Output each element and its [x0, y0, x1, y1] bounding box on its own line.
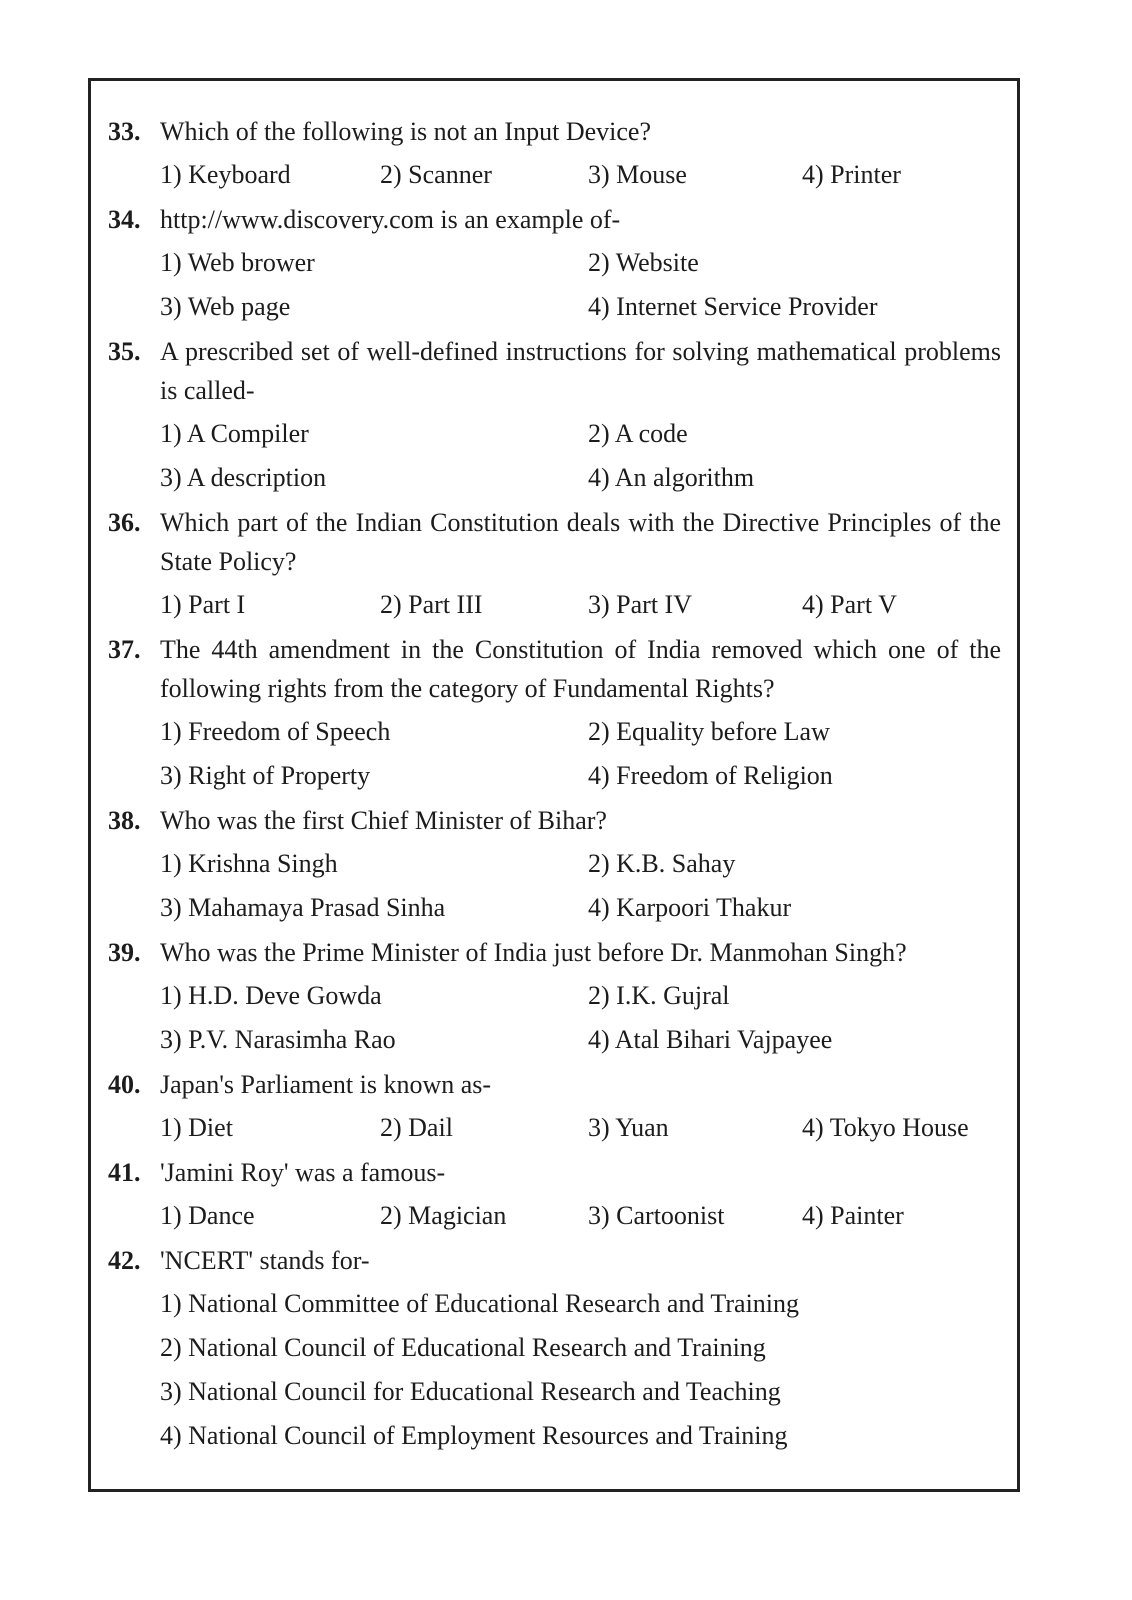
option-1: 1) Diet [160, 1113, 233, 1142]
question-33 [108, 109, 1001, 197]
question-37 [108, 627, 1001, 798]
option-row [160, 1194, 1001, 1238]
question-38 [108, 798, 1001, 930]
option-3: 3) Web page [160, 292, 291, 321]
option-1: 1) A Compiler [160, 419, 309, 448]
option-row [160, 1282, 1001, 1326]
option-2: 2) Part III [380, 590, 483, 619]
option-1: 1) Freedom of Speech [160, 717, 391, 746]
question-text: http://www.discovery.com is an example of- [160, 204, 621, 234]
option-row [160, 285, 1001, 329]
option-1: 1) H.D. Deve Gowda [160, 981, 382, 1010]
option-3: 3) A description [160, 463, 327, 492]
option-2: 2) K.B. Sahay [588, 849, 736, 878]
question-number: 39. [108, 937, 141, 967]
option-row [160, 1326, 1001, 1370]
option-row [160, 1414, 1001, 1458]
question-stem [108, 500, 1001, 583]
option-row [160, 456, 1001, 500]
option-row [160, 886, 1001, 930]
question-stem [108, 798, 1001, 842]
option-row [160, 1018, 1001, 1062]
question-stem [108, 109, 1001, 153]
question-number: 37. [108, 634, 141, 664]
question-text: Who was the first Chief Minister of Bihar? [160, 805, 607, 835]
option-2: 2) Website [588, 248, 699, 277]
option-3: 3) Yuan [588, 1113, 669, 1142]
option-2: 2) National Council of Educational Research and Training [160, 1333, 766, 1362]
option-3: 3) Right of Property [160, 761, 371, 790]
question-36 [108, 500, 1001, 627]
question-number: 41. [108, 1157, 141, 1187]
option-3: 3) Mouse [588, 160, 687, 189]
option-2: 2) A code [588, 419, 688, 448]
question-text: Japan's Parliament is known as- [160, 1069, 492, 1099]
question-stem [108, 329, 1001, 412]
question-stem [108, 197, 1001, 241]
question-number: 33. [108, 116, 141, 146]
question-text: Which part of the Indian Constitution deals with the Directive Principles of the State Policy? [160, 507, 1001, 576]
option-row [160, 710, 1001, 754]
option-4: 4) Painter [802, 1201, 904, 1230]
question-number: 34. [108, 204, 141, 234]
option-row [160, 241, 1001, 285]
question-text: 'NCERT' stands for- [160, 1245, 370, 1275]
option-row [160, 412, 1001, 456]
option-4: 4) Internet Service Provider [588, 292, 878, 321]
question-text: Which of the following is not an Input Device? [160, 116, 651, 146]
option-4: 4) Tokyo House [802, 1113, 969, 1142]
question-stem [108, 1238, 1001, 1282]
question-39 [108, 930, 1001, 1062]
option-1: 1) Dance [160, 1201, 255, 1230]
question-number: 36. [108, 507, 141, 537]
option-3: 3) National Council for Educational Research and Teaching [160, 1377, 781, 1406]
option-2: 2) Magician [380, 1201, 507, 1230]
option-4: 4) An algorithm [588, 463, 755, 492]
question-41 [108, 1150, 1001, 1238]
question-number: 35. [108, 336, 141, 366]
option-1: 1) Krishna Singh [160, 849, 338, 878]
question-34 [108, 197, 1001, 329]
option-1: 1) National Committee of Educational Research and Training [160, 1289, 800, 1318]
question-text: Who was the Prime Minister of India just before Dr. Manmohan Singh? [160, 937, 907, 967]
question-40 [108, 1062, 1001, 1150]
option-4: 4) Part V [802, 590, 897, 619]
question-35 [108, 329, 1001, 500]
option-3: 3) Part IV [588, 590, 692, 619]
option-row [160, 153, 1001, 197]
option-1: 1) Keyboard [160, 160, 291, 189]
question-number: 42. [108, 1245, 141, 1275]
option-row [160, 1370, 1001, 1414]
question-text: 'Jamini Roy' was a famous- [160, 1157, 446, 1187]
question-stem [108, 930, 1001, 974]
option-2: 2) I.K. Gujral [588, 981, 730, 1010]
option-2: 2) Scanner [380, 160, 492, 189]
question-number: 38. [108, 805, 141, 835]
question-text: A prescribed set of well-defined instructions for solving mathematical problems is called- [160, 336, 1001, 405]
option-2: 2) Dail [380, 1113, 453, 1142]
option-1: 1) Web brower [160, 248, 315, 277]
option-2: 2) Equality before Law [588, 717, 830, 746]
question-42 [108, 1238, 1001, 1458]
option-4: 4) Atal Bihari Vajpayee [588, 1025, 833, 1054]
option-4: 4) Karpoori Thakur [588, 893, 792, 922]
question-stem [108, 1150, 1001, 1194]
question-text: The 44th amendment in the Constitution of India removed which one of the following rights from the category of Fundamental Rights? [160, 634, 1001, 703]
question-number: 40. [108, 1069, 141, 1099]
option-4: 4) Freedom of Religion [588, 761, 833, 790]
option-3: 3) Cartoonist [588, 1201, 725, 1230]
option-row [160, 583, 1001, 627]
question-stem [108, 1062, 1001, 1106]
option-3: 3) P.V. Narasimha Rao [160, 1025, 396, 1054]
option-row [160, 842, 1001, 886]
question-sheet [88, 78, 1020, 1492]
question-stem [108, 627, 1001, 710]
option-row [160, 974, 1001, 1018]
option-row [160, 754, 1001, 798]
option-row [160, 1106, 1001, 1150]
option-1: 1) Part I [160, 590, 246, 619]
option-4: 4) Printer [802, 160, 901, 189]
option-4: 4) National Council of Employment Resources and Training [160, 1421, 788, 1450]
option-3: 3) Mahamaya Prasad Sinha [160, 893, 446, 922]
